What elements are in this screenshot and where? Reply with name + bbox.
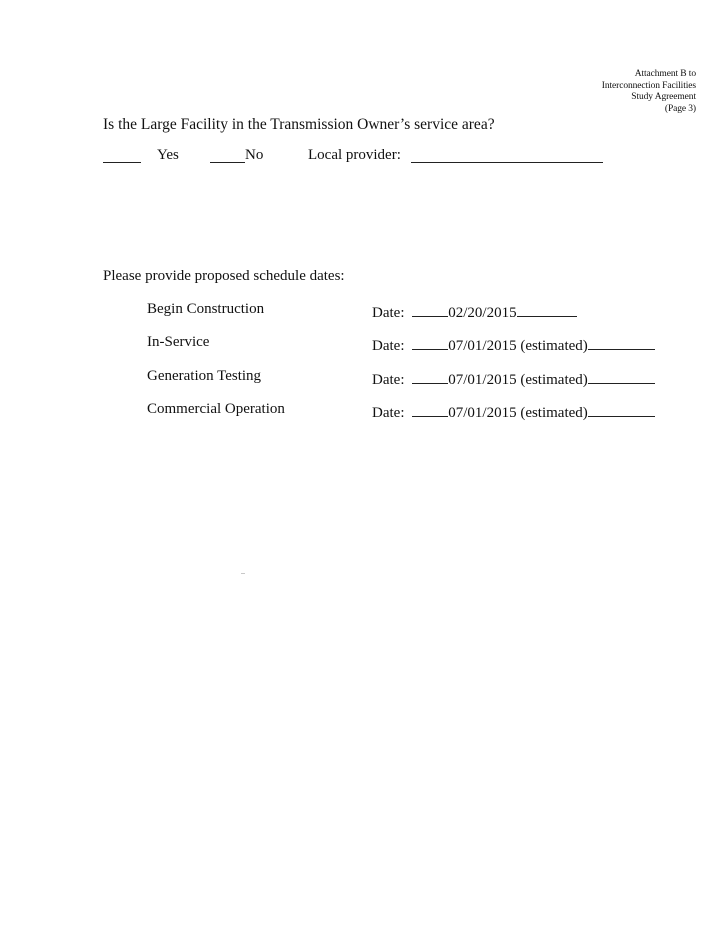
header-line-1: Attachment B to (634, 69, 696, 79)
date-label: Date: (372, 338, 405, 354)
date-label: Date: (372, 405, 405, 421)
yes-blank[interactable] (103, 147, 141, 163)
date-value[interactable]: 07/01/2015 (estimated) (448, 405, 588, 421)
schedule-intro: Please provide proposed schedule dates: (103, 268, 345, 284)
attachment-header (602, 69, 696, 115)
yes-label: Yes (157, 147, 179, 163)
date-value[interactable]: 07/01/2015 (estimated) (448, 372, 588, 388)
schedule-item-date (372, 302, 577, 322)
local-provider-blank[interactable] (411, 147, 603, 163)
no-label: No (245, 147, 264, 163)
header-line-4: (Page 3) (664, 103, 696, 114)
schedule-item-date (372, 369, 655, 389)
date-label: Date: (372, 305, 405, 321)
header-line-2: Interconnection Facilities (601, 80, 696, 91)
date-value[interactable]: 07/01/2015 (estimated) (448, 338, 588, 354)
schedule-item-label: Commercial Operation (147, 401, 285, 417)
schedule-item-date (372, 335, 655, 355)
schedule-item-label: Generation Testing (147, 368, 262, 384)
scan-speck (241, 573, 245, 574)
schedule-item-date (372, 402, 655, 422)
schedule-item-label: Begin Construction (147, 301, 265, 317)
no-blank[interactable] (210, 147, 245, 163)
local-provider-label: Local provider: (308, 147, 401, 163)
header-line-3: Study Agreement (631, 92, 696, 102)
date-label: Date: (372, 372, 405, 388)
service-area-question: Is the Large Facility in the Transmission Owner’s service area? (103, 116, 495, 133)
date-value[interactable]: 02/20/2015 (448, 305, 517, 321)
schedule-item-label: In-Service (147, 334, 210, 350)
